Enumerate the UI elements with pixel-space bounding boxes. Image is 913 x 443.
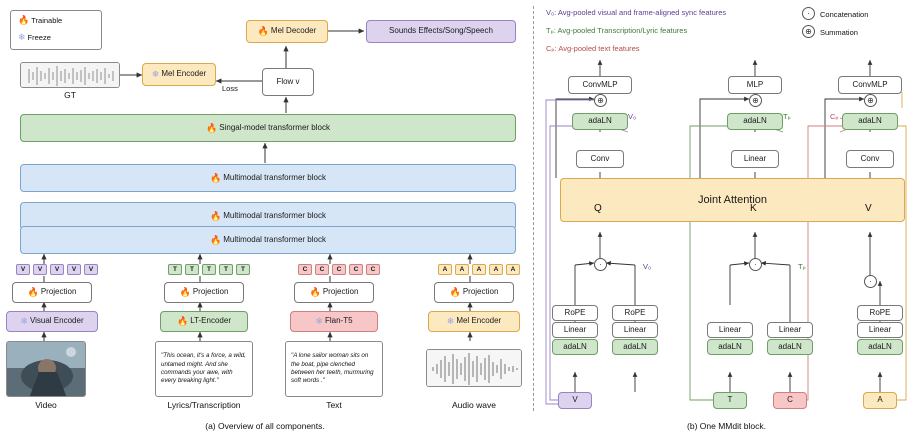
label-cp: Cₚ [830, 112, 839, 121]
v-label: V [865, 203, 872, 214]
legend-v0: V₀: Avg-pooled visual and frame-aligned sync features [546, 8, 727, 17]
text-label: Text [326, 400, 342, 410]
token-chip-t: T [185, 264, 199, 275]
token-chip-c: C [332, 264, 346, 275]
token-chip-t: T [168, 264, 182, 275]
lyrics-input-text: "This ocean, it's a force, a wild, untamed might. And she commands your awe, with every breaking light." [155, 341, 253, 397]
linear-1[interactable]: Linear [552, 322, 598, 338]
token-chip-t: T [202, 264, 216, 275]
token-chip-v: V [50, 264, 64, 275]
gt-spectrogram [20, 62, 120, 88]
linear-mid[interactable]: Linear [731, 150, 779, 168]
token-chip-a: A [455, 264, 469, 275]
flame-icon: 🔥 [179, 287, 191, 297]
token-chip-a: A [489, 264, 503, 275]
token-chip-c: C [315, 264, 329, 275]
gt-label: GT [64, 90, 76, 100]
adaln-right-top[interactable]: adaLN [842, 113, 898, 130]
adaln-2[interactable]: adaLN [612, 339, 658, 355]
token-chip-c: C [349, 264, 363, 275]
conv-right[interactable]: Conv [846, 150, 894, 168]
mlp-mid[interactable]: MLP [728, 76, 782, 94]
multimodal-transformer-block-1[interactable]: 🔥 Multimodal transformer block [20, 226, 516, 254]
token-chip-v: V [16, 264, 30, 275]
mel-decoder-node[interactable]: 🔥 Mel Decoder [246, 20, 328, 43]
label-tp: Tₚ [783, 112, 791, 121]
panel-mmdit-block [540, 0, 913, 443]
snowflake-icon: ❄ [20, 316, 28, 326]
multimodal-transformer-block-2[interactable]: 🔥 Multimodal transformer block [20, 202, 516, 230]
linear-3[interactable]: Linear [707, 322, 753, 338]
adaln-mid-top[interactable]: adaLN [727, 113, 783, 130]
multimodal-transformer-block-3[interactable]: 🔥 Multimodal transformer block [20, 164, 516, 192]
audio-wave-thumbnail [426, 349, 522, 387]
sum-node-mid-top: ⊕ [749, 94, 762, 107]
projection-text[interactable]: 🔥 Projection [294, 282, 374, 303]
flame-icon: 🔥 [257, 26, 269, 36]
flame-icon: 🔥 [177, 316, 189, 326]
token-chip-c: C [298, 264, 312, 275]
flame-icon: 🔥 [27, 287, 39, 297]
rope-4[interactable]: RoPE [857, 305, 903, 321]
projection-lyrics[interactable]: 🔥 Projection [164, 282, 244, 303]
sum-symbol-icon: ⊕ [802, 25, 815, 38]
token-chip-t: T [219, 264, 233, 275]
loss-label: Loss [222, 84, 238, 93]
sum-node-left-top: ⊕ [594, 94, 607, 107]
input-v[interactable]: V [558, 392, 592, 409]
projection-audio[interactable]: 🔥 Projection [434, 282, 514, 303]
panel-divider [533, 6, 534, 411]
convmlp-left[interactable]: ConvMLP [568, 76, 632, 94]
flame-icon: 🔥 [206, 122, 218, 133]
projection-visual[interactable]: 🔥 Projection [12, 282, 92, 303]
adaln-mid-2[interactable]: adaLN [767, 339, 813, 355]
flan-t5-node[interactable]: ❄ Flan-T5 [290, 311, 378, 332]
flow-v-node[interactable]: Flow v [262, 68, 314, 96]
token-chip-v: V [33, 264, 47, 275]
conv-left[interactable]: Conv [576, 150, 624, 168]
audio-waveform-icon [427, 350, 522, 387]
input-c[interactable]: C [773, 392, 807, 409]
token-chip-a: A [506, 264, 520, 275]
token-chip-a: A [438, 264, 452, 275]
k-label: K [750, 203, 757, 214]
adaln-4[interactable]: adaLN [857, 339, 903, 355]
label-tp-attn: Tₚ [798, 262, 806, 271]
adaln-1[interactable]: adaLN [552, 339, 598, 355]
legend-tp: Tₚ: Avg-pooled Transcription/Lyric features [546, 26, 688, 35]
sounds-effects-node[interactable]: Sounds Effects/Song/Speech [366, 20, 516, 43]
rope-2[interactable]: RoPE [612, 305, 658, 321]
legend-cp: Cₚ: Avg-pooled text features [546, 44, 640, 53]
concat-node-v: · [864, 275, 877, 288]
audio-label: Audio wave [452, 400, 496, 410]
snowflake-icon: ❄ [18, 32, 26, 42]
linear-2[interactable]: Linear [612, 322, 658, 338]
mel-encoder-bottom-node[interactable]: ❄ Mel Encoder [428, 311, 520, 332]
flame-icon: 🔥 [210, 210, 222, 221]
token-chip-t: T [236, 264, 250, 275]
mel-encoder-top-node[interactable]: ❄ Mel Encoder [142, 63, 216, 86]
flame-icon: 🔥 [210, 234, 222, 245]
concat-node-q: · [594, 258, 607, 271]
lyrics-label: Lyrics/Transcription [167, 400, 241, 410]
linear-4[interactable]: Linear [857, 322, 903, 338]
flame-icon: 🔥 [449, 287, 461, 297]
legend-freeze: ❄ Freeze [18, 32, 51, 42]
flame-icon: 🔥 [210, 172, 222, 183]
sum-node-right-top: ⊕ [864, 94, 877, 107]
adaln-3[interactable]: adaLN [707, 339, 753, 355]
convmlp-right[interactable]: ConvMLP [838, 76, 902, 94]
label-v0: V₀ [628, 112, 637, 121]
concat-node-k: · [749, 258, 762, 271]
legend-sum: Summation [820, 28, 858, 37]
linear-mid-2[interactable]: Linear [767, 322, 813, 338]
legend-concat: Concatenation [820, 10, 869, 19]
gt-waveform-icon [21, 63, 120, 88]
flame-icon: 🔥 [309, 287, 321, 297]
token-chip-c: C [366, 264, 380, 275]
snowflake-icon: ❄ [315, 316, 323, 326]
panel-b-caption: (b) One MMdit block. [687, 421, 766, 431]
input-t[interactable]: T [713, 392, 747, 409]
token-chip-a: A [472, 264, 486, 275]
token-chip-v: V [67, 264, 81, 275]
legend-trainable: 🔥 Trainable [18, 15, 63, 25]
panel-a-caption: (a) Overview of all components. [205, 421, 325, 431]
adaln-left-top[interactable]: adaLN [572, 113, 628, 130]
rope-1[interactable]: RoPE [552, 305, 598, 321]
video-frame-icon [7, 342, 86, 397]
token-chip-v: V [84, 264, 98, 275]
single-modal-transformer-block[interactable]: 🔥 Singal-model transformer block [20, 114, 516, 142]
visual-encoder-node[interactable]: ❄ Visual Encoder [6, 311, 98, 332]
joint-attention-block[interactable]: Joint Attention [560, 178, 905, 222]
lt-encoder-node[interactable]: 🔥 LT-Encoder [160, 311, 248, 332]
label-v0-attn: V₀ [643, 262, 652, 271]
snowflake-icon: ❄ [151, 69, 160, 79]
video-label: Video [35, 400, 57, 410]
input-a[interactable]: A [863, 392, 897, 409]
concat-symbol-icon: · [802, 7, 815, 20]
snowflake-icon: ❄ [446, 316, 455, 326]
video-thumbnail [6, 341, 86, 397]
flame-icon: 🔥 [18, 15, 30, 25]
q-label: Q [594, 203, 602, 214]
text-input-text: "A lone sailor woman sits on the boat, pipe clenched between her teeth, murmuring soft words ." [285, 341, 383, 397]
